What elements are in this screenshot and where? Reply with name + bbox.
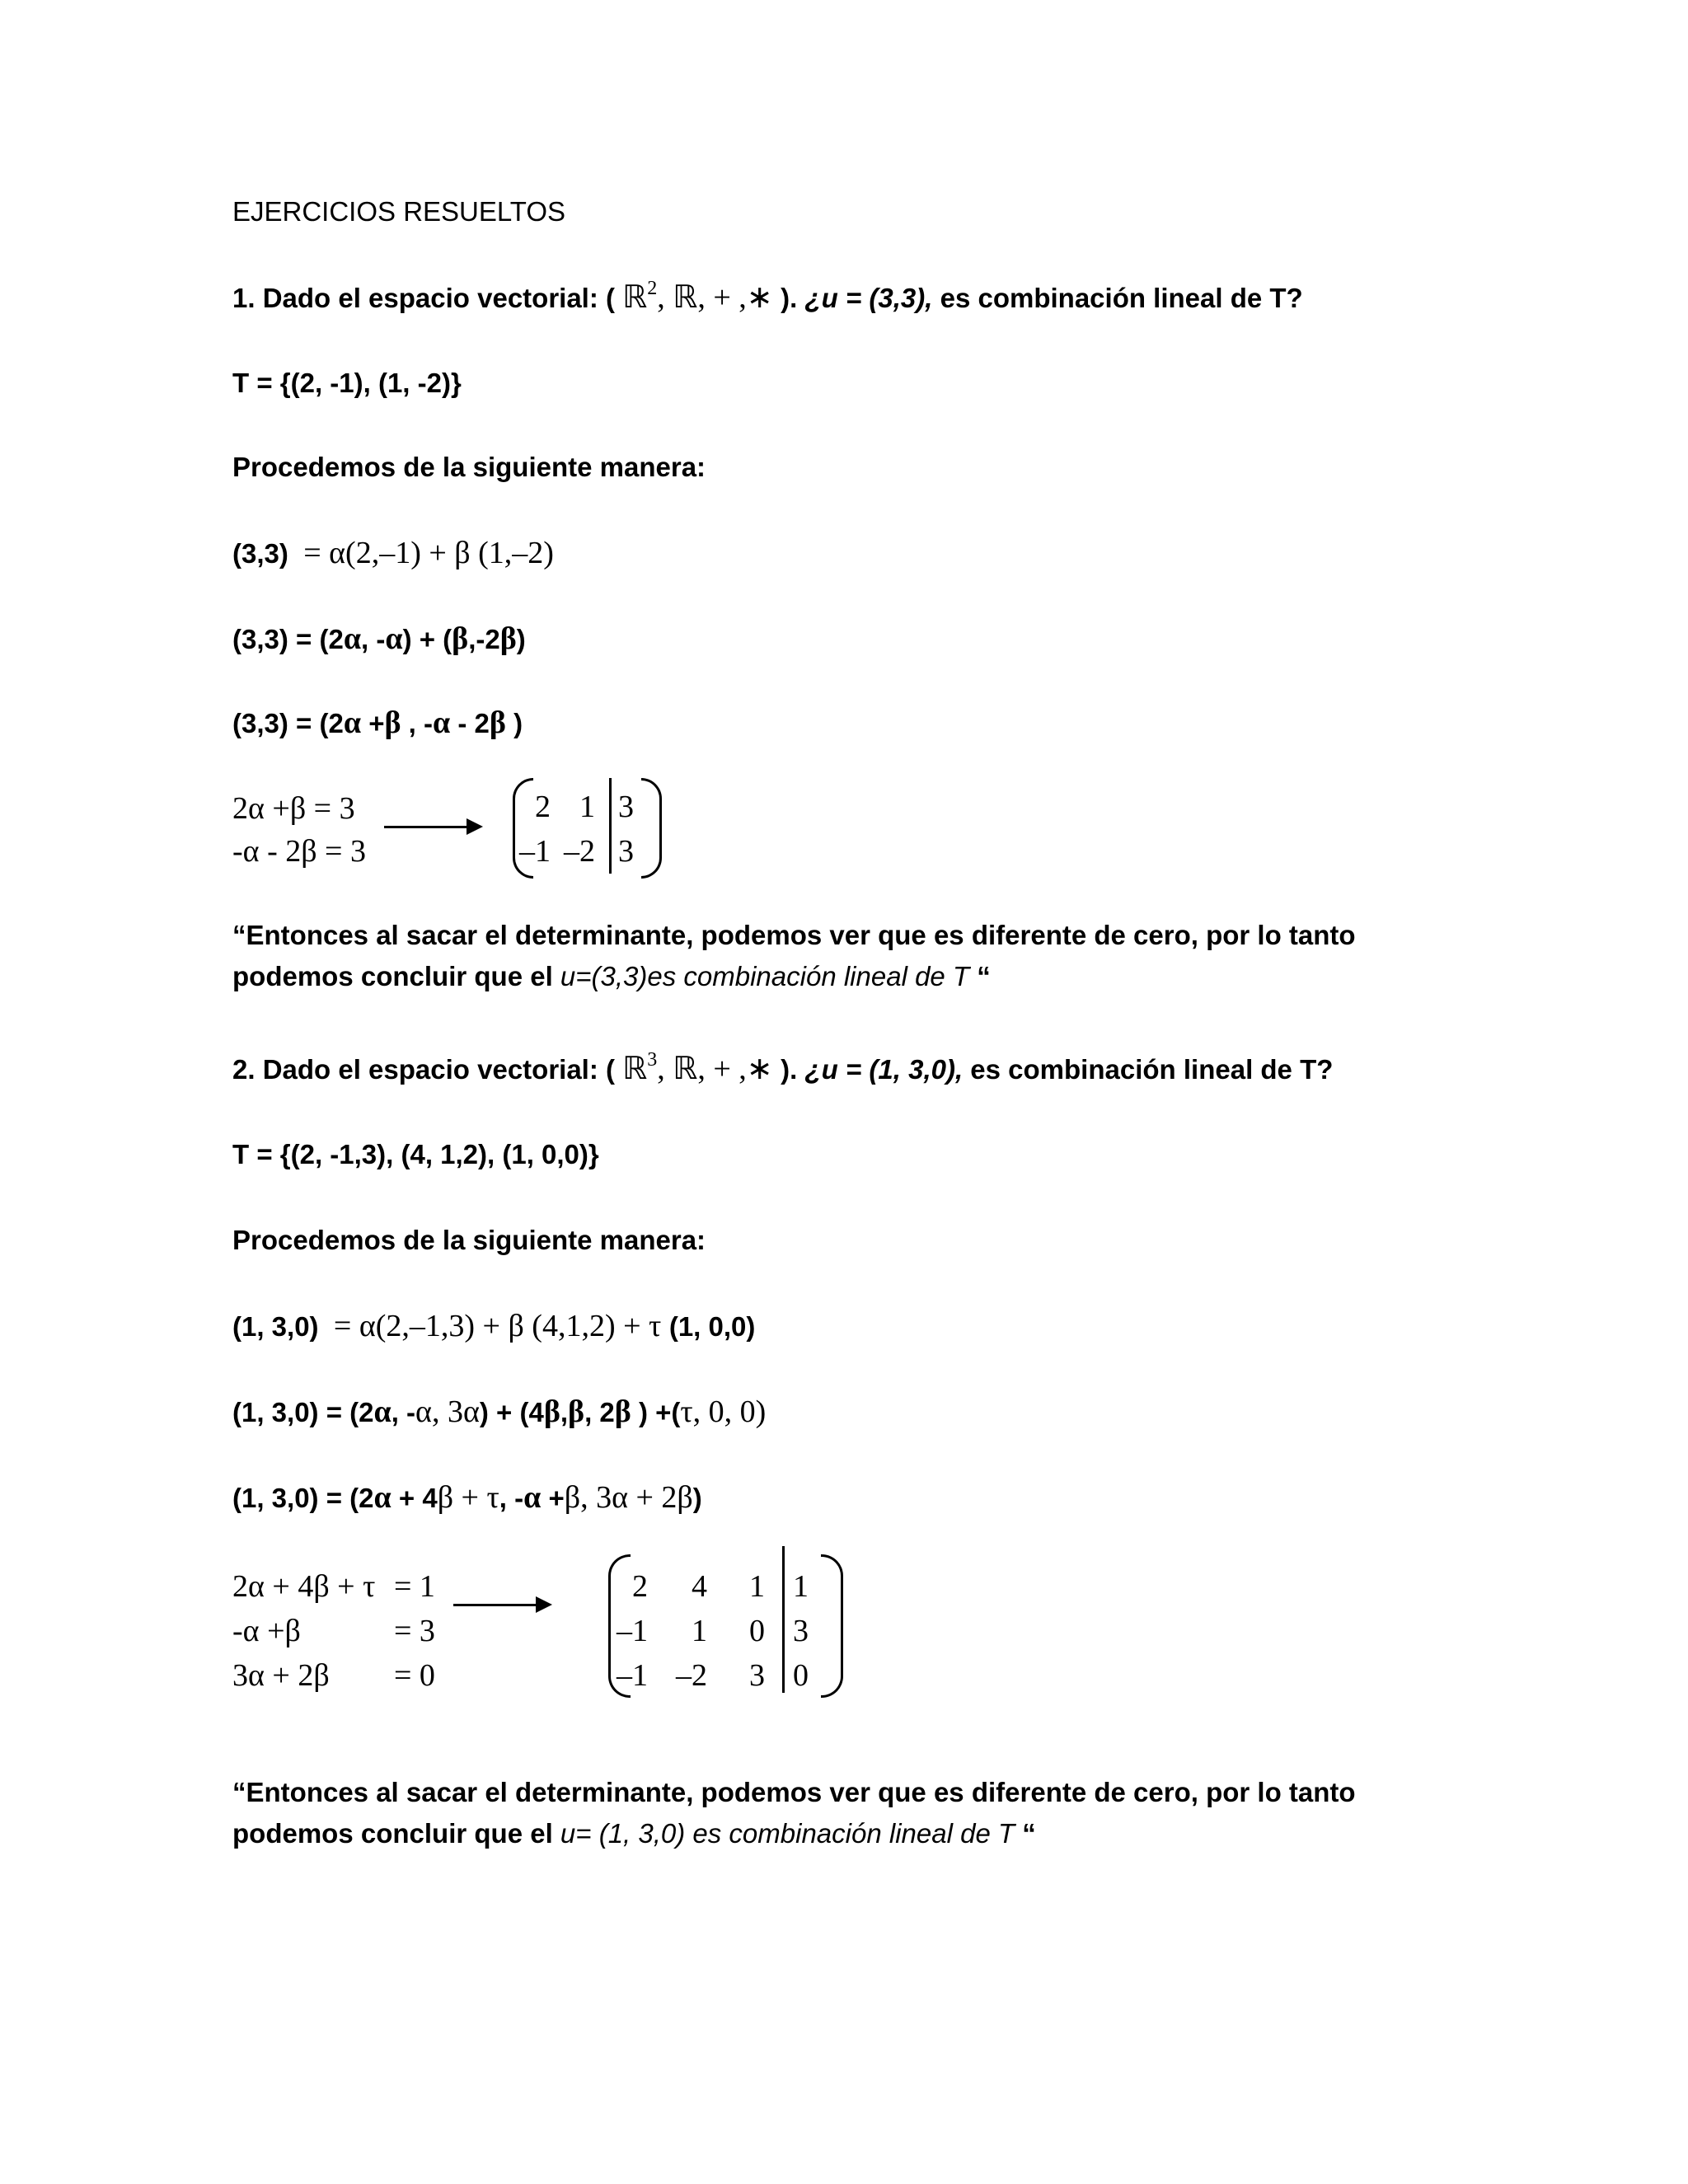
ex1-matrix-right-bracket [641, 778, 662, 879]
ex2-system-eq-3-right: = 0 [394, 1658, 435, 1693]
ex2-matrix-cell: 1 [692, 1614, 707, 1648]
ex1-conclusion-line-2: podemos concluir que el u=(3,3)es combinación lineal de T “ [232, 961, 991, 991]
ex1-step-2: (3,3) = (2α, -α) + (β,-2β) [232, 621, 526, 656]
ex2-question: 2. Dado el espacio vectorial: ( ℝ$^3$, ℝ, + ,∗ ). ¿u = (1, 3,0), es combinación lineal de T? [232, 1049, 1334, 1086]
ex2-matrix-cell: 1 [793, 1569, 809, 1604]
ex2-step-3: (1, 3,0) = (2α + 4β + τ, -α +β, 3α + 2β) [232, 1480, 702, 1515]
ex2-matrix-cell: 3 [749, 1658, 765, 1693]
ex1-procedure: Procedemos de la siguiente manera: [232, 452, 706, 482]
ex2-matrix-cell: 0 [793, 1658, 809, 1693]
ex1-matrix-cell: –2 [564, 834, 595, 869]
ex1-matrix-cell: 3 [618, 834, 634, 869]
ex2-system-eq-2-right: = 3 [394, 1614, 435, 1648]
ex2-matrix-cell: 1 [749, 1569, 765, 1604]
ex2-step-1: (1, 3,0) = α(2,–1,3) + β (4,1,2) + τ (1, 0,0) [232, 1309, 756, 1343]
ex1-matrix-cell: 1 [579, 790, 595, 824]
ex2-matrix-divider [782, 1546, 785, 1693]
ex1-matrix-cell: 3 [618, 790, 634, 824]
ex2-matrix-cell: –1 [617, 1614, 648, 1648]
ex2-system-eq-1-right: = 1 [394, 1569, 435, 1604]
ex2-matrix-cell: 2 [632, 1569, 648, 1604]
ex2-matrix-cell: 0 [749, 1614, 765, 1648]
ex2-system-eq-1-left: 2α + 4β + τ [232, 1569, 376, 1604]
ex2-set: T = {(2, -1,3), (4, 1,2), (1, 0,0)} [232, 1139, 599, 1169]
ex1-system-eq-1: 2α +β = 3 [232, 791, 355, 826]
ex1-set: T = {(2, -1), (1, -2)} [232, 368, 462, 398]
ex2-matrix-cell: 4 [692, 1569, 707, 1604]
ex2-matrix-cell: –1 [617, 1658, 648, 1693]
ex2-conclusion-line-2: podemos concluir que el u= (1, 3,0) es combinación lineal de T “ [232, 1818, 1036, 1849]
ex2-arrow-icon [453, 1604, 549, 1606]
page-heading: EJERCICIOS RESUELTOS [232, 196, 566, 227]
ex1-matrix-divider [609, 778, 612, 874]
ex1-matrix-cell: –1 [519, 834, 551, 869]
ex1-matrix-cell: 2 [535, 790, 551, 824]
ex1-system-eq-2: -α - 2β = 3 [232, 834, 366, 869]
ex2-matrix-cell: –2 [676, 1658, 707, 1693]
ex2-matrix-cell: 3 [793, 1614, 809, 1648]
ex1-arrow-icon [384, 826, 480, 828]
ex2-system-eq-2-left: -α +β [232, 1614, 301, 1648]
ex2-system-eq-3-left: 3α + 2β [232, 1658, 330, 1693]
ex1-conclusion-line-1: “Entonces al sacar el determinante, podemos ver que es diferente de cero, por lo tanto [232, 920, 1356, 950]
ex2-procedure: Procedemos de la siguiente manera: [232, 1225, 706, 1255]
ex1-step-3: (3,3) = (2α +β , -α - 2β ) [232, 705, 523, 740]
ex1-step-1: (3,3) = α(2,–1) + β (1,–2) [232, 536, 554, 570]
ex2-conclusion-line-1: “Entonces al sacar el determinante, podemos ver que es diferente de cero, por lo tanto [232, 1777, 1356, 1807]
ex2-matrix-right-bracket [821, 1554, 843, 1698]
ex1-question: 1. Dado el espacio vectorial: ( ℝ$^2$, ℝ, + ,∗ ). ¿u = (3,3), es combinación lineal de T? [232, 278, 1303, 315]
ex2-step-2: (1, 3,0) = (2α, -α, 3α) + (4β,β, 2β ) +(τ, 0, 0) [232, 1394, 767, 1429]
